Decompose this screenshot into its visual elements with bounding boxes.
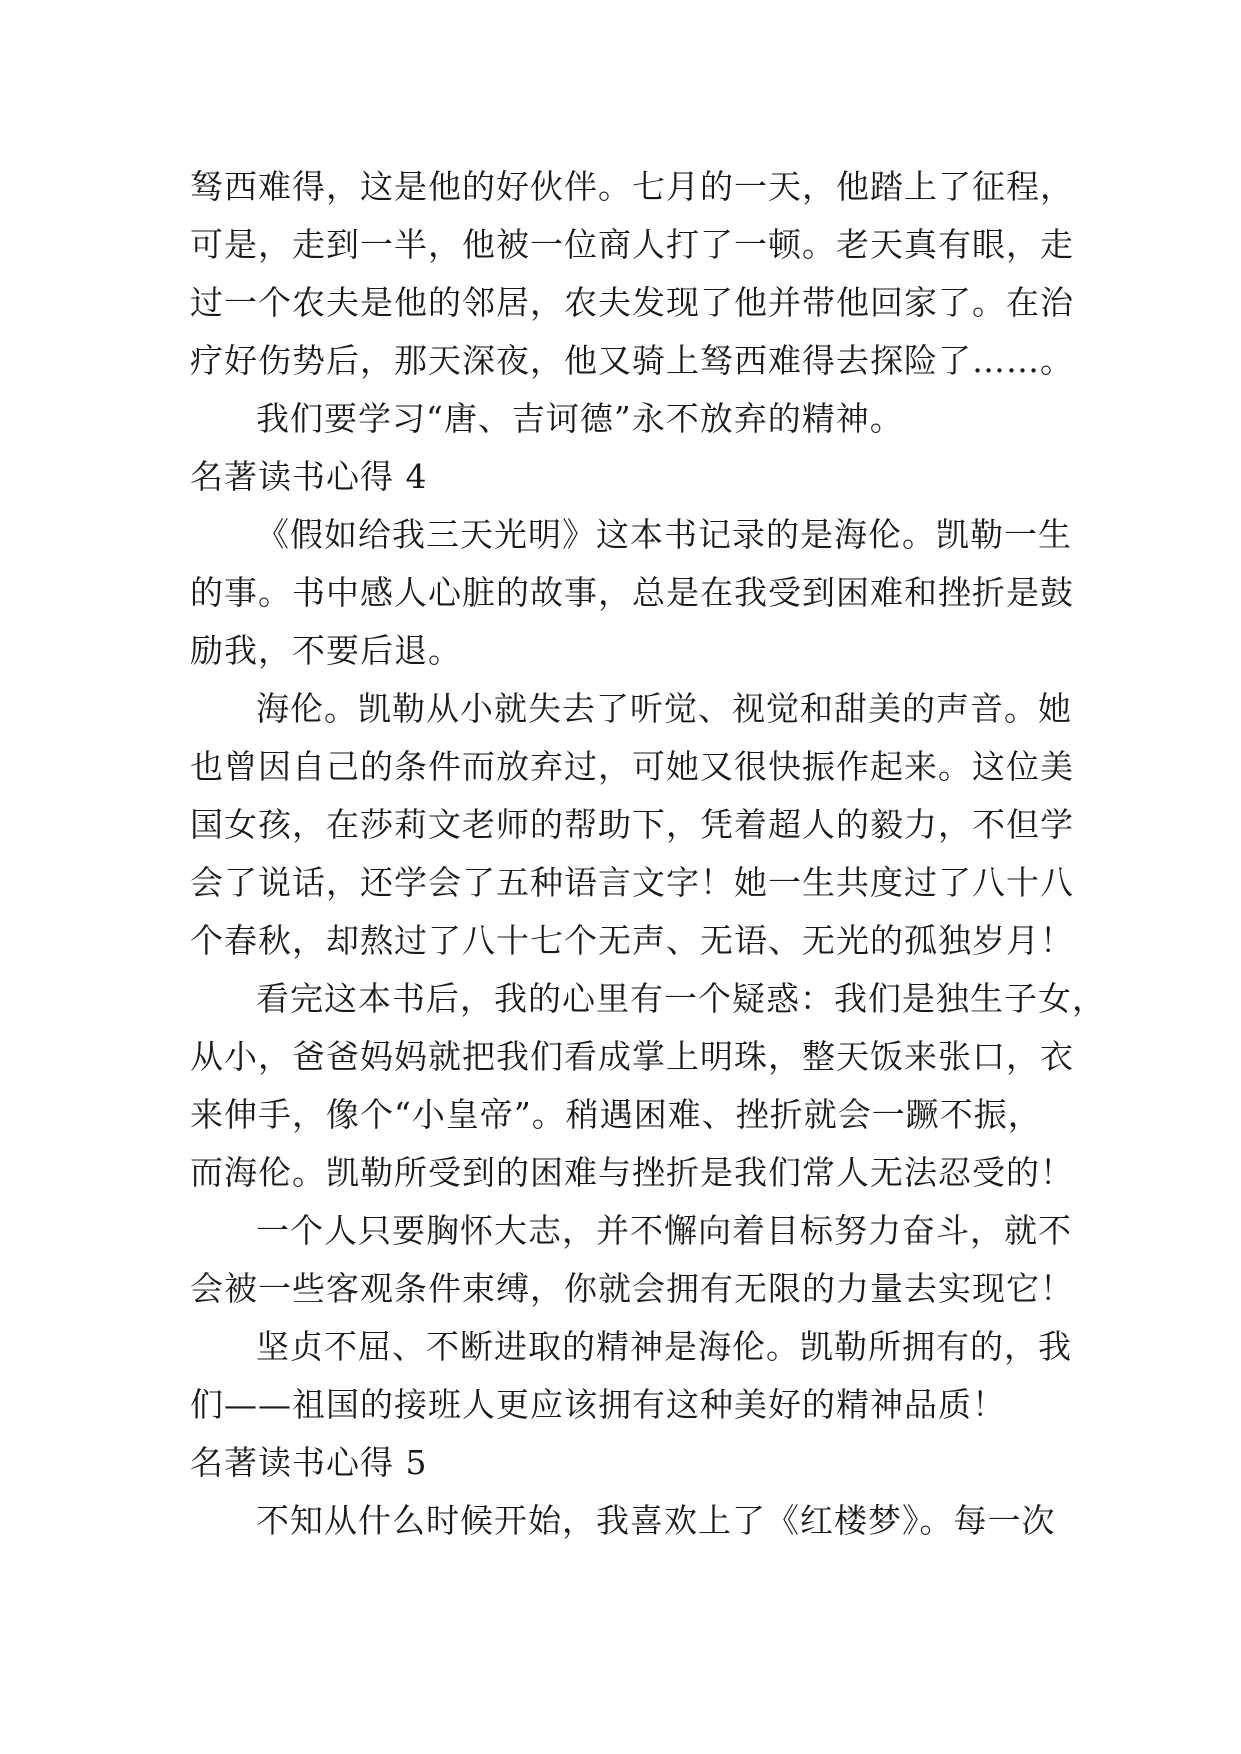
paragraph-line: 疗好伤势后，那天深夜，他又骑上驽西难得去探险了……。 [190, 341, 1074, 380]
paragraph-line: 过一个农夫是他的邻居，农夫发现了他并带他回家了。在治 [190, 283, 1074, 322]
paragraph-line: 驽西难得，这是他的好伙伴。七月的一天，他踏上了征程， [190, 167, 1074, 206]
paragraph-line: 也曾因自己的条件而放弃过，可她又很快振作起来。这位美 [190, 747, 1074, 786]
paragraph-line: 《假如给我三天光明》这本书记录的是海伦。凯勒一生 [256, 515, 1072, 554]
paragraph-line: 不知从什么时候开始，我喜欢上了《红楼梦》。每一次 [256, 1501, 1056, 1540]
section-heading: 名著读书心得 4 [190, 457, 428, 496]
paragraph-line: 会了说话，还学会了五种语言文字！她一生共度过了八十八 [190, 863, 1074, 902]
section-heading: 名著读书心得 5 [190, 1443, 428, 1482]
paragraph-line: 国女孩，在莎莉文老师的帮助下，凭着超人的毅力，不但学 [190, 805, 1074, 844]
paragraph-line: 一个人只要胸怀大志，并不懈向着目标努力奋斗，就不 [256, 1211, 1072, 1250]
paragraph-line: 可是，走到一半，他被一位商人打了一顿。老天真有眼，走 [190, 225, 1074, 264]
paragraph-line: 来伸手，像个“小皇帝”。稍遇困难、挫折就会一蹶不振， [190, 1095, 1042, 1134]
document-body [190, 158, 1106, 1550]
paragraph-line: 而海伦。凯勒所受到的困难与挫折是我们常人无法忍受的！ [190, 1153, 1074, 1192]
paragraph-line: 从小，爸爸妈妈就把我们看成掌上明珠，整天饭来张口，衣 [190, 1037, 1074, 1076]
paragraph-line: 的事。书中感人心脏的故事，总是在我受到困难和挫折是鼓 [190, 573, 1074, 612]
paragraph-line: 励我，不要后退。 [190, 631, 462, 670]
paragraph-line: 看完这本书后，我的心里有一个疑惑：我们是独生子女， [256, 979, 1106, 1018]
paragraph-line: 个春秋，却熬过了八十七个无声、无语、无光的孤独岁月！ [190, 921, 1074, 960]
paragraph-line: 我们要学习“唐、吉诃德”永不放弃的精神。 [256, 399, 904, 438]
paragraph-line: 海伦。凯勒从小就失去了听觉、视觉和甜美的声音。她 [256, 689, 1072, 728]
paragraph-line: 们——祖国的接班人更应该拥有这种美好的精神品质！ [190, 1385, 1006, 1424]
paragraph-line: 会被一些客观条件束缚，你就会拥有无限的力量去实现它！ [190, 1269, 1074, 1308]
paragraph-line: 坚贞不屈、不断进取的精神是海伦。凯勒所拥有的，我 [256, 1327, 1072, 1366]
